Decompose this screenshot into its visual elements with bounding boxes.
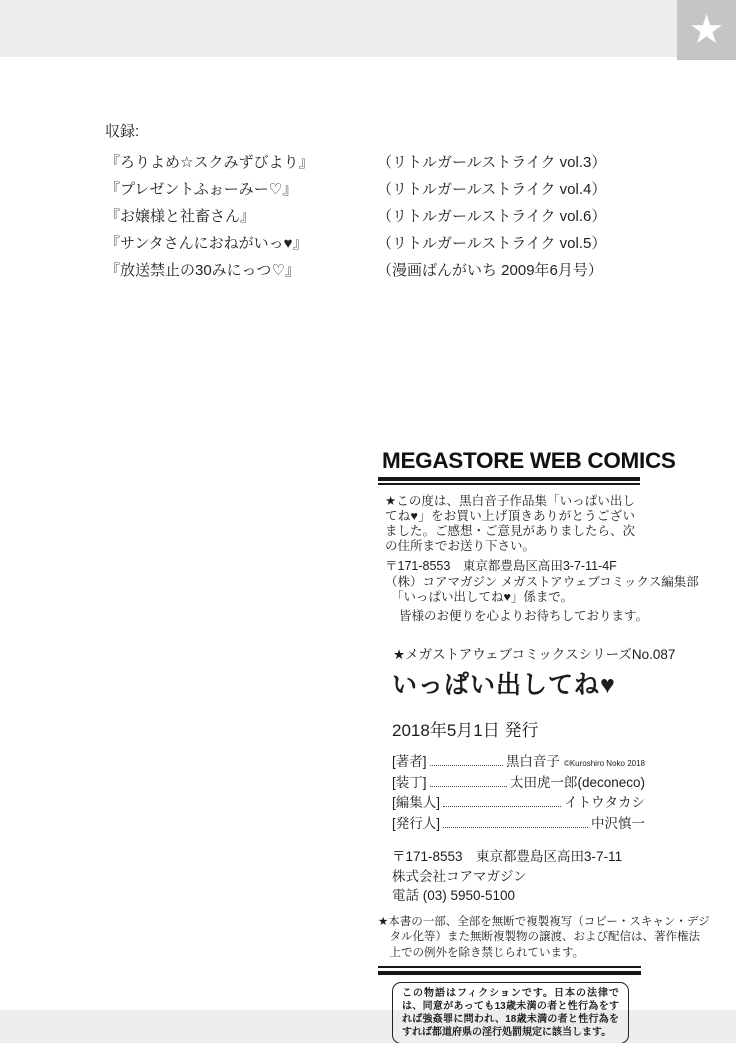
credit-row xyxy=(392,750,645,771)
thanks-paragraph: ★この度は、黒白音子作品集「いっぱい出してね♥」をお買い上げ頂きありがとうございました。ご感想・ご意見がありましたら、次の住所までお送り下さい。 xyxy=(385,494,636,553)
dot-leader xyxy=(443,827,588,828)
credit-label: [著者] xyxy=(392,754,427,769)
story-source: （リトルガールストライク vol.6） xyxy=(377,208,607,225)
editorial-address-line: （株）コアマガジン メガストアウェブコミックス編集部 xyxy=(385,574,699,589)
editorial-address xyxy=(385,559,712,624)
credit-name: 中沢慎一 xyxy=(591,815,645,831)
story-source: （リトルガールストライク vol.5） xyxy=(377,235,607,252)
editorial-address-line: 皆様のお便りを心よりお待ちしております。 xyxy=(399,608,649,623)
credit-label: [編集人] xyxy=(392,795,441,810)
list-item xyxy=(105,175,606,202)
credit-label: [発行人] xyxy=(392,815,441,831)
story-title: 『お嬢様と社畜さん』 xyxy=(105,208,256,225)
publisher-address-line: 株式会社コアマガジン xyxy=(392,868,527,884)
publication-date: 2018年5月1日 発行 xyxy=(392,721,539,740)
list-item xyxy=(105,256,606,283)
series-number: ★メガストアウェブコミックスシリーズNo.087 xyxy=(393,647,676,662)
divider-thick xyxy=(378,971,641,975)
publisher-address-line: 〒171-8553 東京都豊島区高田3-7-11 xyxy=(392,849,623,864)
dot-leader xyxy=(430,786,507,787)
dot-leader xyxy=(443,806,561,807)
credit-name: 太田虎一郎(deconeco) xyxy=(509,774,645,790)
story-title: 『プレゼントふぉーみー♡』 xyxy=(105,181,298,198)
star-icon: ★ xyxy=(688,8,725,52)
top-margin-band xyxy=(0,0,736,57)
contents-heading: 収録: xyxy=(105,123,140,140)
editorial-address-line: 〒171-8553 東京都豊島区高田3-7-11-4F xyxy=(385,559,617,573)
list-item xyxy=(105,148,606,175)
credit-row xyxy=(392,791,645,812)
credit-row xyxy=(392,812,645,833)
fiction-disclaimer-box: この物語はフィクションです。日本の法律では、同意があっても13歳未満の者と性行為をすれば強姦罪に問われ、18歳未満の者と性行為をすれば都道府県の淫行処罰規定に該当します。 xyxy=(392,982,629,1043)
list-item xyxy=(105,202,606,229)
divider-thin xyxy=(378,483,640,485)
credits-list xyxy=(392,750,645,832)
book-title: いっぱい出してね♥ xyxy=(392,671,616,699)
credit-label: [装丁] xyxy=(392,774,427,790)
divider-thin xyxy=(378,966,641,968)
credit-name: イトウタカシ xyxy=(564,795,645,810)
list-item xyxy=(105,229,606,256)
credit-name: 黒白音子 xyxy=(505,754,560,769)
story-source: （漫画ばんがいち 2009年6月号） xyxy=(377,262,603,279)
colophon-block xyxy=(378,448,712,1043)
copyright-credit: ©Kuroshiro Noko 2018 xyxy=(563,759,645,768)
imprint-logo-text: MEGASTORE WEB COMICS xyxy=(382,448,676,473)
story-source: （リトルガールストライク vol.4） xyxy=(377,181,607,198)
publisher-address-line: 電話 (03) 5950-5100 xyxy=(392,888,516,903)
contents-list xyxy=(105,120,606,283)
story-title: 『放送禁止の30みにっつ♡』 xyxy=(105,262,300,279)
divider-thick xyxy=(378,477,640,481)
editorial-address-line: 「いっぱい出してね♥」係まで。 xyxy=(391,590,574,604)
copyright-notice: ★本書の一部、全部を無断で複製複写（コピー・スキャン・デジタル化等）また無断複製物の譲渡、および配信は、著作権法上での例外を除き禁じられています。 xyxy=(378,915,710,959)
corner-star-badge xyxy=(677,0,736,60)
dot-leader xyxy=(430,765,503,766)
story-source: （リトルガールストライク vol.3） xyxy=(377,154,607,171)
publisher-address xyxy=(392,847,712,906)
credit-row xyxy=(392,771,645,792)
story-title: 『ろりよめ☆スクみずびより』 xyxy=(105,154,314,171)
story-title: 『サンタさんにおねがいっ♥』 xyxy=(105,235,308,252)
